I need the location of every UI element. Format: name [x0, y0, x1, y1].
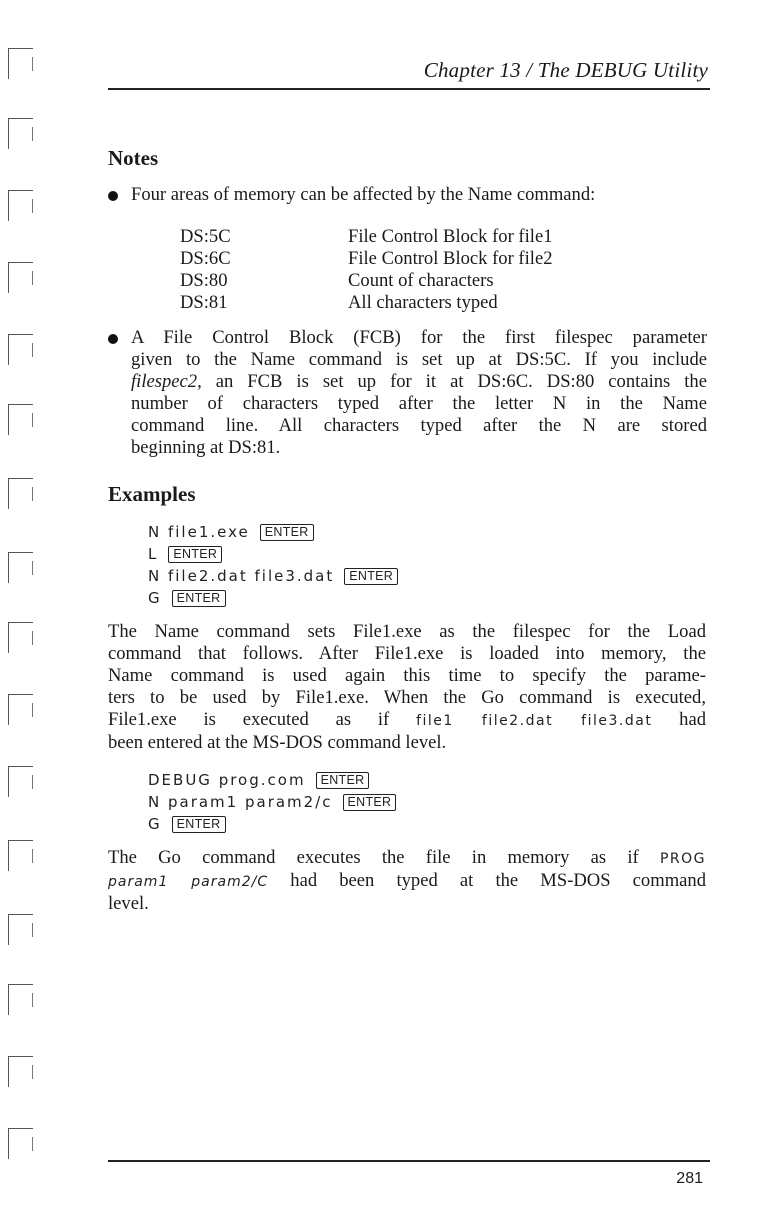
memory-description: Count of characters: [348, 270, 494, 291]
text-line: ters to be used by File1.exe. When the Go command is executed,: [108, 687, 706, 708]
bullet-marker: [108, 191, 118, 201]
text-run: had: [679, 709, 706, 730]
binding-mark: [8, 694, 33, 725]
enter-key-icon: ENTER: [172, 816, 226, 833]
text-run: The Go command executes the file in memory as if: [108, 847, 639, 868]
text-line: A File Control Block (FCB) for the first filespec parameter: [131, 327, 707, 348]
binding-mark: [8, 1056, 33, 1087]
code-text: G: [148, 589, 162, 607]
text-run: had been typed at the MS-DOS command: [290, 870, 707, 891]
memory-description: File Control Block for file1: [348, 226, 553, 247]
binding-mark: [8, 766, 33, 797]
memory-areas-table: [180, 226, 600, 314]
code-block-2: [148, 769, 396, 835]
text-line: [108, 847, 706, 870]
memory-address: DS:5C: [180, 226, 231, 247]
memory-address: DS:6C: [180, 248, 231, 269]
text-line: [131, 371, 707, 393]
code-line: [148, 521, 398, 543]
enter-key-icon: ENTER: [344, 568, 398, 585]
text-line: number of characters typed after the letter N in the Name: [131, 393, 707, 414]
binding-mark: [8, 840, 33, 871]
memory-address: DS:80: [180, 270, 228, 291]
text-line: level.: [108, 893, 149, 914]
text-line: beginning at DS:81.: [131, 437, 281, 458]
code-block-1: [148, 521, 398, 609]
enter-key-icon: ENTER: [172, 590, 226, 607]
code-line: [148, 791, 396, 813]
inline-code: PROG: [659, 851, 707, 867]
text-line: [108, 870, 706, 893]
binding-mark: [8, 404, 33, 435]
code-line: [148, 565, 398, 587]
binding-mark: [8, 914, 33, 945]
text-line: command line. All characters typed after the N are stored: [131, 415, 707, 436]
binding-mark: [8, 552, 33, 583]
text-line: [108, 709, 706, 732]
code-text: G: [148, 815, 162, 833]
binding-mark: [8, 478, 33, 509]
binding-mark: [8, 984, 33, 1015]
binding-mark: [8, 1128, 33, 1159]
inline-code: file1 file2.dat file3.dat: [416, 713, 653, 729]
binding-mark: [8, 622, 33, 653]
text-run: an FCB is set up for it at DS:6C. DS:80 contains the: [201, 371, 707, 392]
memory-description: File Control Block for file2: [348, 248, 553, 269]
enter-key-icon: ENTER: [316, 772, 370, 789]
examples-heading: Examples: [108, 482, 196, 506]
binding-mark: [8, 48, 33, 79]
text-line: given to the Name command is set up at DS:5C. If you include: [131, 349, 707, 370]
enter-key-icon: ENTER: [168, 546, 222, 563]
text-line: Name command is used again this time to specify the parame-: [108, 665, 706, 686]
binding-margin: [0, 0, 60, 1218]
code-text: DEBUG prog.com: [148, 771, 306, 789]
binding-mark: [8, 262, 33, 293]
code-line: [148, 813, 396, 835]
memory-area-row: [180, 226, 600, 248]
memory-area-row: [180, 270, 600, 292]
bullet-marker: [108, 334, 118, 344]
inline-code: param1 param2/C: [108, 874, 269, 890]
running-header: [108, 58, 710, 90]
examples-paragraph-2: [108, 847, 706, 915]
italic-term: filespec2,: [131, 371, 202, 392]
enter-key-icon: ENTER: [343, 794, 397, 811]
enter-key-icon: ENTER: [260, 524, 314, 541]
binding-mark: [8, 334, 33, 365]
memory-address: DS:81: [180, 292, 228, 313]
memory-area-row: [180, 248, 600, 270]
notes-bullet-1: Four areas of memory can be affected by the Name command:: [131, 184, 596, 205]
code-line: [148, 543, 398, 565]
examples-paragraph-1: [108, 621, 706, 754]
memory-description: All characters typed: [348, 292, 498, 313]
code-line: [148, 587, 398, 609]
code-line: [148, 769, 396, 791]
memory-area-row: [180, 292, 600, 314]
page-number: 281: [676, 1170, 703, 1187]
text-run: File1.exe is executed as if: [108, 709, 390, 730]
code-text: N param1 param2/c: [148, 793, 333, 811]
footer-rule: [108, 1160, 710, 1162]
code-text: L: [148, 545, 159, 563]
code-text: N file2.dat file3.dat: [148, 567, 335, 585]
code-text: N file1.exe: [148, 523, 250, 541]
text-line: command that follows. After File1.exe is loaded into memory, the: [108, 643, 706, 664]
notes-bullet-2: [131, 327, 707, 459]
binding-mark: [8, 190, 33, 221]
chapter-title: Chapter 13 / The DEBUG Utility: [423, 58, 708, 82]
notes-heading: Notes: [108, 146, 159, 170]
binding-mark: [8, 118, 33, 149]
text-line: been entered at the MS-DOS command level.: [108, 732, 447, 753]
text-line: The Name command sets File1.exe as the filespec for the Load: [108, 621, 706, 642]
